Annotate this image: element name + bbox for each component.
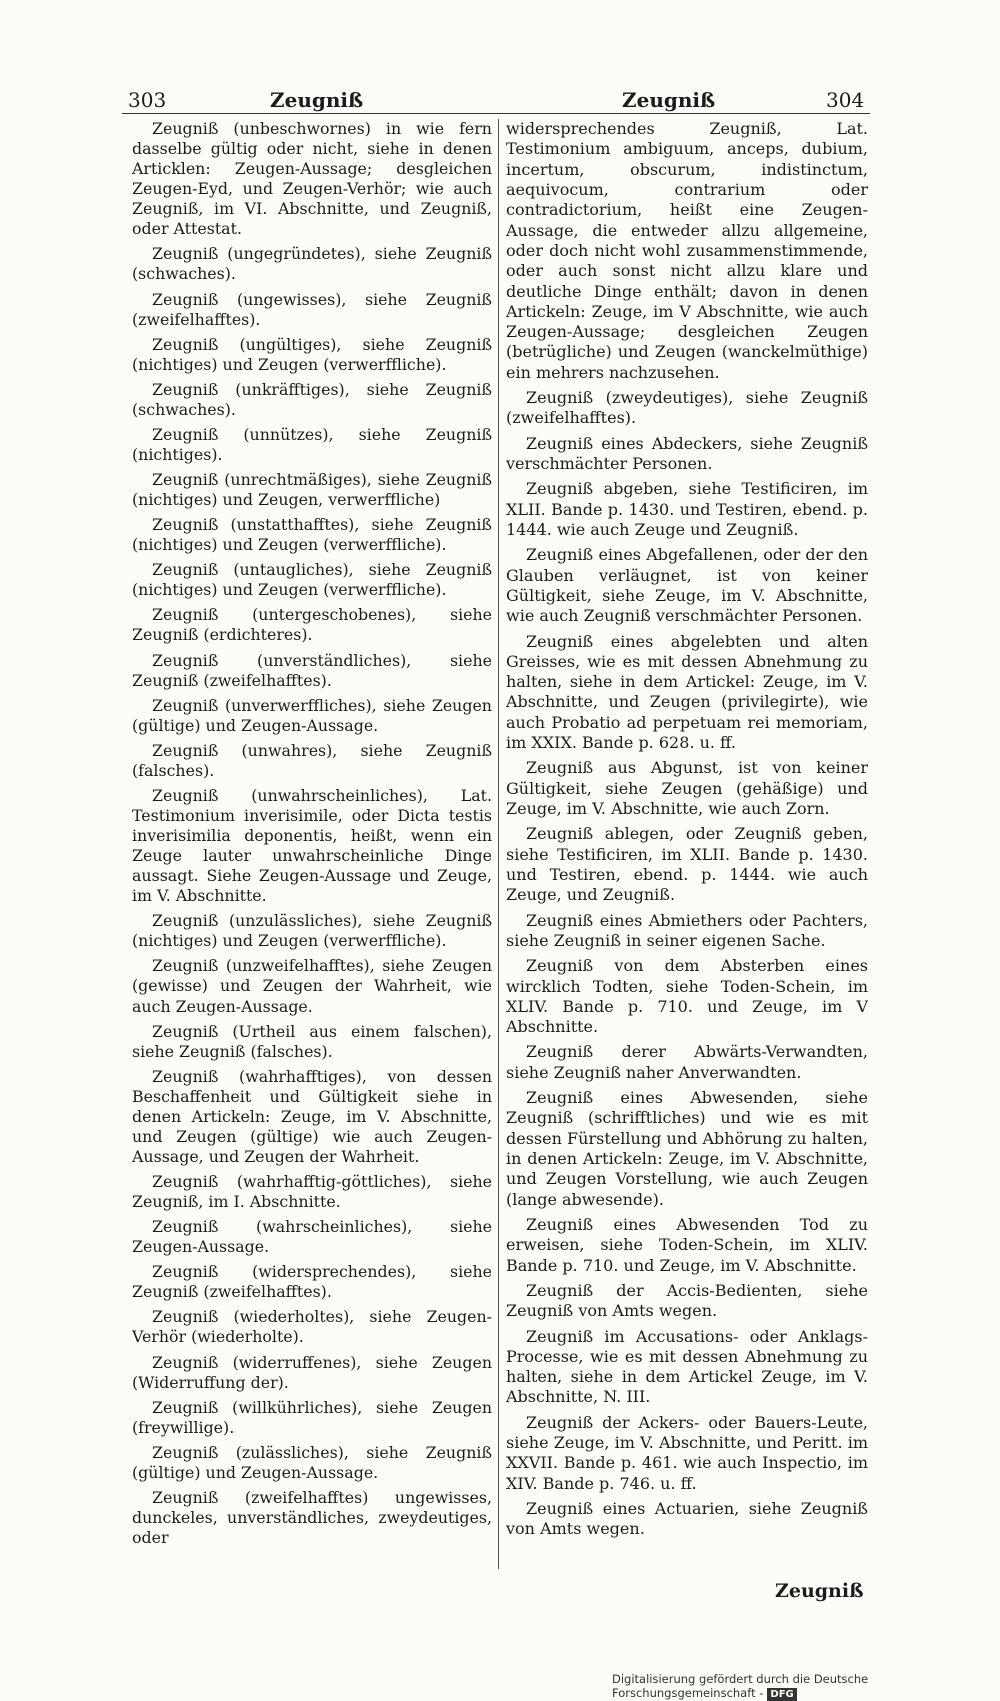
entry: Zeugniß (wahrscheinliches), siehe Zeugen-Aussage. <box>132 1217 492 1257</box>
footer-text: Digitalisierung gefördert durch die Deutsche Forschungsgemeinschaft - <box>612 1672 869 1700</box>
entry: Zeugniß (wahrhafftig-göttliches), siehe Zeugniß, im I. Abschnitte. <box>132 1172 492 1212</box>
entry: Zeugniß aus Abgunst, ist von keiner Gültigkeit, siehe Zeugen (gehäßige) und Zeuge, im V. Abschnitte, wie auch Zorn. <box>506 758 868 818</box>
left-column <box>132 119 492 1571</box>
right-column <box>506 119 868 1571</box>
entry: Zeugniß (unwahrscheinliches), Lat. Testimonium inverisimile, oder Dicta testis inverisimilia deponentis, heißt, wenn ein Zeuge lauter unwahrscheinliche Dinge aussagt. Siehe Zeugen-Aussage und Zeuge, im V. Abschnitte. <box>132 785 492 906</box>
entry: Zeugniß (unstatthafftes), siehe Zeugniß (nichtiges) und Zeugen (verwerffliche). <box>132 515 492 555</box>
entry: Zeugniß (willkührliches), siehe Zeugen (freywillige). <box>132 1397 492 1437</box>
entry: Zeugniß (untaugliches), siehe Zeugniß (nichtiges) und Zeugen (verwerffliche). <box>132 560 492 600</box>
entry: Zeugniß (unwahres), siehe Zeugniß (falsches). <box>132 740 492 780</box>
running-title-left: Zeugniß <box>270 88 364 112</box>
entry: Zeugniß (widerruffenes), siehe Zeugen (Widerruffung der). <box>132 1352 492 1392</box>
entry: Zeugniß von dem Absterben eines wircklich Todten, siehe Toden-Schein, im XLIV. Bande p. 710. und Zeuge, im V Abschnitte. <box>506 956 868 1037</box>
entry: Zeugniß im Accusations- oder Anklags-Processe, wie es mit dessen Abnehmung zu halten, siehe in dem Artickel Zeuge, im V. Abschnitte, N. III. <box>506 1326 868 1407</box>
header-rule <box>122 113 870 114</box>
entry: Zeugniß der Accis-Bedienten, siehe Zeugniß von Amts wegen. <box>506 1280 868 1321</box>
entry: Zeugniß (ungegründetes), siehe Zeugniß (schwaches). <box>132 244 492 284</box>
entry: Zeugniß eines abgelebten und alten Greisses, wie es mit dessen Abnehmung zu halten, siehe in dem Artickel: Zeuge, im V. Abschnitte, und Zeugen (privilegirte), wie auch Probatio ad perpetuam rei memoriam, im XXIX. Bande p. 628. u. ff. <box>506 631 868 753</box>
entry: Zeugniß ablegen, oder Zeugniß geben, siehe Testificiren, im XLII. Bande p. 1430. und Testiren, ebend. p. 1444. wie auch Zeuge, und Zeugniß. <box>506 824 868 905</box>
column-divider <box>498 119 499 1569</box>
entry: Zeugniß (unnützes), siehe Zeugniß (nichtiges). <box>132 424 492 464</box>
entry: Zeugniß eines Abwesenden Tod zu erweisen, siehe Toden-Schein, im XLIV. Bande p. 710. und Zeuge, im V. Abschnitte. <box>506 1214 868 1275</box>
page-number-left: 303 <box>128 88 167 112</box>
entry: Zeugniß (unverständliches), siehe Zeugniß (zweifelhafftes). <box>132 650 492 690</box>
entry: Zeugniß eines Abmiethers oder Pachters, siehe Zeugniß in seiner eigenen Sache. <box>506 910 868 950</box>
entry: Zeugniß (unkräfftiges), siehe Zeugniß (schwaches). <box>132 379 492 419</box>
entry: Zeugniß (unrechtmäßiges), siehe Zeugniß (nichtiges) und Zeugen, verwerffliche) <box>132 470 492 510</box>
running-title-right: Zeugniß <box>622 88 716 112</box>
entry: Zeugniß (unzweifelhafftes), siehe Zeugen (gewisse) und Zeugen der Wahrheit, wie auch Zeugen-Aussage. <box>132 956 492 1016</box>
entry: Zeugniß (zulässliches), siehe Zeugniß (gültige) und Zeugen-Aussage. <box>132 1442 492 1482</box>
entry: Zeugniß abgeben, siehe Testificiren, im XLII. Bande p. 1430. und Testiren, ebend. p. 1444. wie auch Zeuge und Zeugniß. <box>506 479 868 539</box>
entry: Zeugniß (ungewisses), siehe Zeugniß (zweifelhafftes). <box>132 289 492 329</box>
catchword: Zeugniß <box>775 1580 864 1602</box>
entry: Zeugniß eines Abgefallenen, oder der den Glauben verläugnet, ist von keiner Gültigkeit, siehe Zeuge, im V. Abschnitte, wie auch Zeugniß verschmächter Personen. <box>506 545 868 626</box>
entry: Zeugniß (zweydeutiges), siehe Zeugniß (zweifelhafftes). <box>506 388 868 428</box>
entry: Zeugniß (untergeschobenes), siehe Zeugniß (erdichteres). <box>132 605 492 645</box>
page-number-right: 304 <box>826 88 865 112</box>
entry-continuation: widersprechendes Zeugniß, Lat. Testimonium ambiguum, anceps, dubium, incertum, obscurum, indistinctum, aequivocum, contrarium oder contradictorium, heißt eine Zeugen-Aussage, die entweder allzu allgemeine, oder doch nicht wohl zusammenstimmende, oder auch sonst nicht allzu klare und deutliche Dinge enthält; davon in denen Artickeln: Zeuge, im V Abschnitte, wie auch Zeugen-Aussage; desgleichen Zeugen (betrügliche) und Zeugen (wanckelmüthige) ein mehrers nachzusehen. <box>506 119 868 382</box>
entry: Zeugniß (wiederholtes), siehe Zeugen-Verhör (wiederholte). <box>132 1307 492 1347</box>
entry: Zeugniß der Ackers- oder Bauers-Leute, siehe Zeuge, im V. Abschnitte, und Peritt. im XXVII. Bande p. 461. wie auch Inspectio, im XIV. Bande p. 746. u. ff. <box>506 1412 868 1493</box>
entry: Zeugniß (Urtheil aus einem falschen), siehe Zeugniß (falsches). <box>132 1021 492 1061</box>
entry: Zeugniß (ungültiges), siehe Zeugniß (nichtiges) und Zeugen (verwerffliche). <box>132 334 492 374</box>
dfg-logo-icon: DFG <box>767 1688 796 1701</box>
entry: Zeugniß eines Abwesenden, siehe Zeugniß (schrifftliches) und wie es mit dessen Fürstellung und Abhörung zu halten, in denen Artickeln: Zeuge, im V. Abschnitte, und Zeugen Vorstellung, wie auch Zeugen (lange abwesende). <box>506 1088 868 1209</box>
entry: Zeugniß (wahrhafftiges), von dessen Beschaffenheit und Gültigkeit siehe in denen Artickeln: Zeuge, im V. Abschnitte, und Zeugen (gültige) wie auch Zeugen-Aussage, und Zeugen der Wahrheit. <box>132 1066 492 1166</box>
entry: Zeugniß (unzulässliches), siehe Zeugniß (nichtiges) und Zeugen (verwerffliche). <box>132 911 492 951</box>
entry: Zeugniß (widersprechendes), siehe Zeugniß (zweifelhafftes). <box>132 1262 492 1302</box>
footer-credit <box>612 1672 1000 1701</box>
entry: Zeugniß (zweifelhafftes) ungewisses, dunckeles, unverständliches, zweydeutiges, oder <box>132 1487 492 1547</box>
entry: Zeugniß (unbeschwornes) in wie fern dasselbe gültig oder nicht, siehe in denen Articklen: Zeugen-Aussage; desgleichen Zeugen-Eyd, und Zeugen-Verhör; wie auch Zeugniß, im VI. Abschnitte, und Zeugniß, oder Attestat. <box>132 119 492 239</box>
entry: Zeugniß eines Actuarien, siehe Zeugniß von Amts wegen. <box>506 1499 868 1539</box>
entry: Zeugniß eines Abdeckers, siehe Zeugniß verschmächter Personen. <box>506 433 868 473</box>
entry: Zeugniß (unverwerffliches), siehe Zeugen (gültige) und Zeugen-Aussage. <box>132 695 492 735</box>
entry: Zeugniß derer Abwärts-Verwandten, siehe Zeugniß naher Anverwandten. <box>506 1042 868 1082</box>
